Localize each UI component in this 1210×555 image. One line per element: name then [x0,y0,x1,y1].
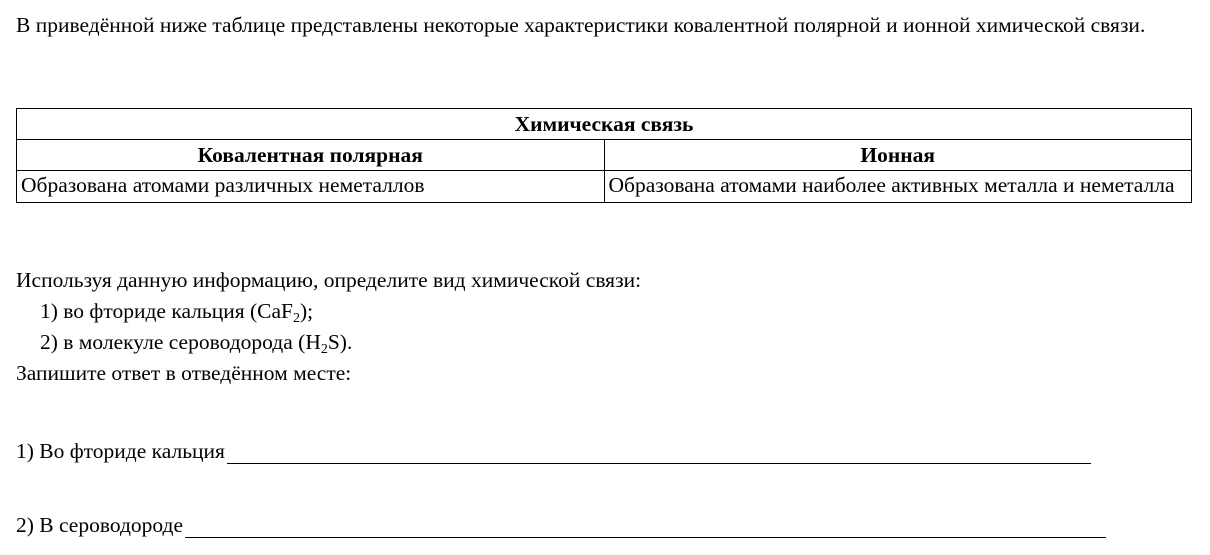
answer-line-2 [16,508,1106,538]
intro-paragraph: В приведённой ниже таблице представлены некоторые характеристики ковалентной полярной и ионной химической связи. [16,13,1146,37]
question-item-1-tail: ); [299,299,314,323]
question-lead: Используя данную информацию, определите вид химической связи: [16,268,642,292]
table-header-row [17,140,1192,171]
answer-line-1 [16,434,1091,464]
question-item-1-subscript: 2 [292,311,300,326]
answer-label-2: 2) В сероводороде [16,513,184,537]
cell-ionic: Образована атомами наиболее активных металла и неметалла [604,171,1192,203]
answer-blank-2[interactable] [185,515,1106,538]
cell-covalent-polar: Образована атомами различных неметаллов [17,171,605,203]
answer-label-1: 1) Во фториде кальция [16,439,225,463]
question-item-2-subscript: 2 [320,342,328,357]
question-item-1-text: 1) во фториде кальция (CaF [40,299,293,323]
question-item-1 [16,296,641,327]
column-header-ionic: Ионная [604,140,1192,171]
question-item-2-text: 2) в молекуле сероводорода (H [40,330,321,354]
bond-characteristics-table [16,108,1192,203]
table-row [17,171,1192,203]
question-item-2-tail: S). [327,330,353,354]
question-block [16,265,641,389]
question-item-2 [16,327,641,358]
table-title-row [17,109,1192,140]
answer-instruction: Запишите ответ в отведённом месте: [16,361,352,385]
answer-blank-1[interactable] [227,441,1091,464]
column-header-covalent-polar: Ковалентная полярная [17,140,605,171]
table-title: Химическая связь [17,109,1192,140]
